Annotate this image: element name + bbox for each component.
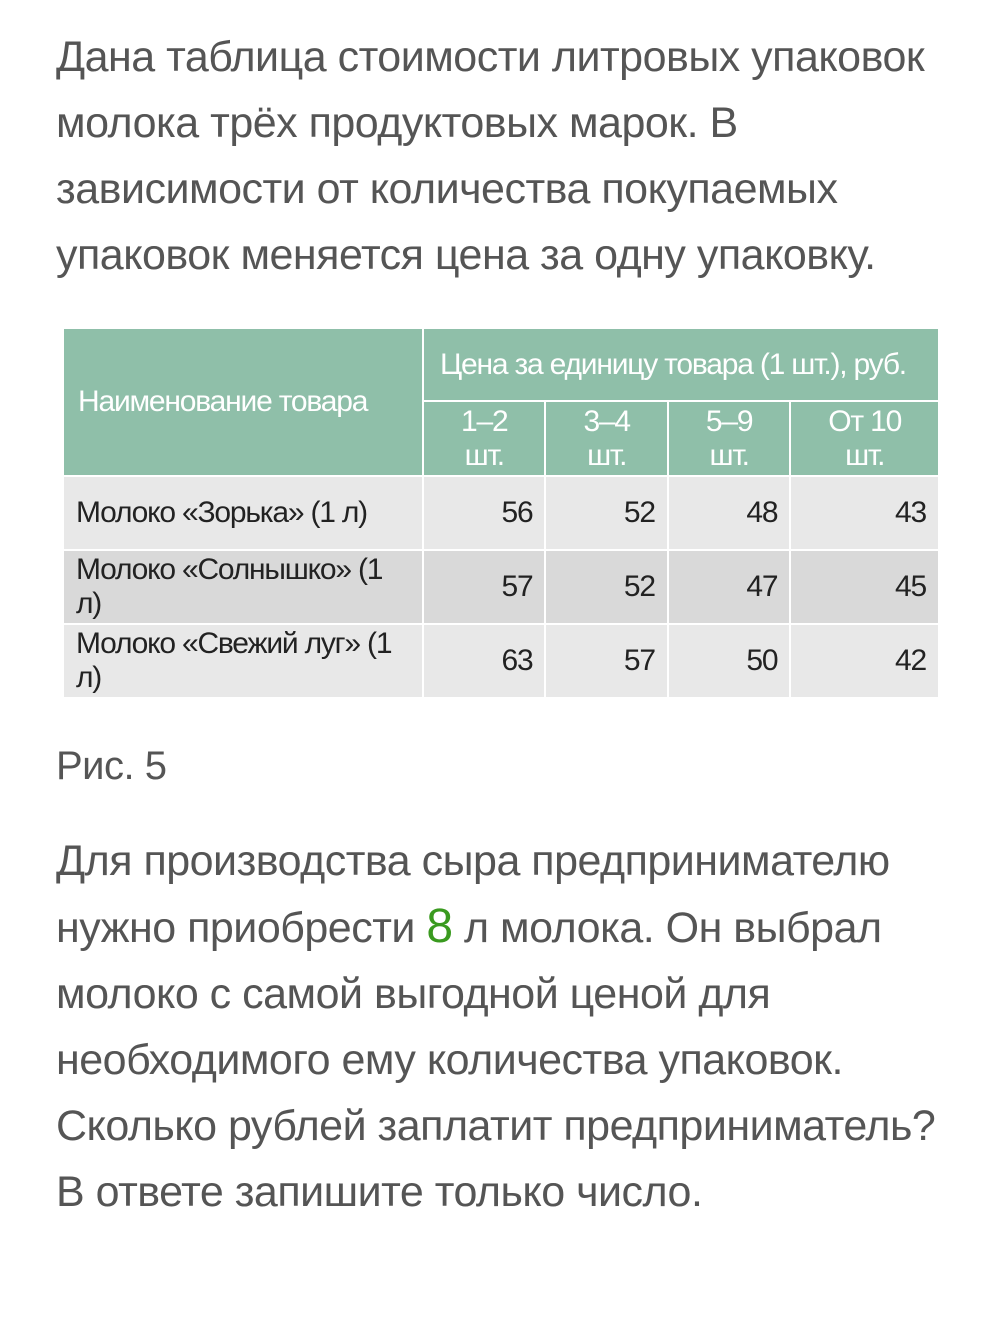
price-cell: 42 xyxy=(790,624,939,698)
price-cell: 48 xyxy=(668,476,790,550)
price-cell: 45 xyxy=(790,550,939,624)
price-group-header: Цена за единицу товара (1 шт.), руб. xyxy=(423,328,939,401)
price-cell: 52 xyxy=(545,476,667,550)
price-cell: 47 xyxy=(668,550,790,624)
table-row xyxy=(63,476,939,550)
column-header: От 10 шт. xyxy=(790,401,939,476)
price-cell: 57 xyxy=(545,624,667,698)
table-row xyxy=(63,550,939,624)
column-header: 3–4 шт. xyxy=(545,401,667,476)
figure-caption: Рис. 5 xyxy=(56,744,167,788)
intro-paragraph: Дана таблица стоимости литровых упаковок молока трёх продуктовых марок. В зависимости от количества покупаемых упаковок меняется цена за одну упаковку. xyxy=(56,33,925,279)
price-table xyxy=(62,327,940,699)
price-cell: 63 xyxy=(423,624,545,698)
price-cell: 52 xyxy=(545,550,667,624)
product-name-cell: Молоко «Солнышко» (1 л) xyxy=(63,550,423,624)
column-header: 1–2 шт. xyxy=(423,401,545,476)
price-cell: 57 xyxy=(423,550,545,624)
column-header: 5–9 шт. xyxy=(668,401,790,476)
table-row xyxy=(63,624,939,698)
price-cell: 43 xyxy=(790,476,939,550)
product-name-cell: Молоко «Зорька» (1 л) xyxy=(63,476,423,550)
task-paragraph xyxy=(56,828,956,1225)
highlighted-number: 8 xyxy=(426,900,453,953)
product-name-cell: Молоко «Свежий луг» (1 л) xyxy=(63,624,423,698)
price-cell: 56 xyxy=(423,476,545,550)
task-text-end: л молока. Он выбрал молоко с самой выгодной ценой для необходимого ему количества упаковок. Сколько рублей заплатит предприниматель? В ответе запишите только число. xyxy=(56,904,936,1216)
task-text-start: Для производства сыра предпринимателю нужно приобрести xyxy=(56,837,890,952)
product-name-header: Наименование товара xyxy=(63,328,423,476)
price-cell: 50 xyxy=(668,624,790,698)
